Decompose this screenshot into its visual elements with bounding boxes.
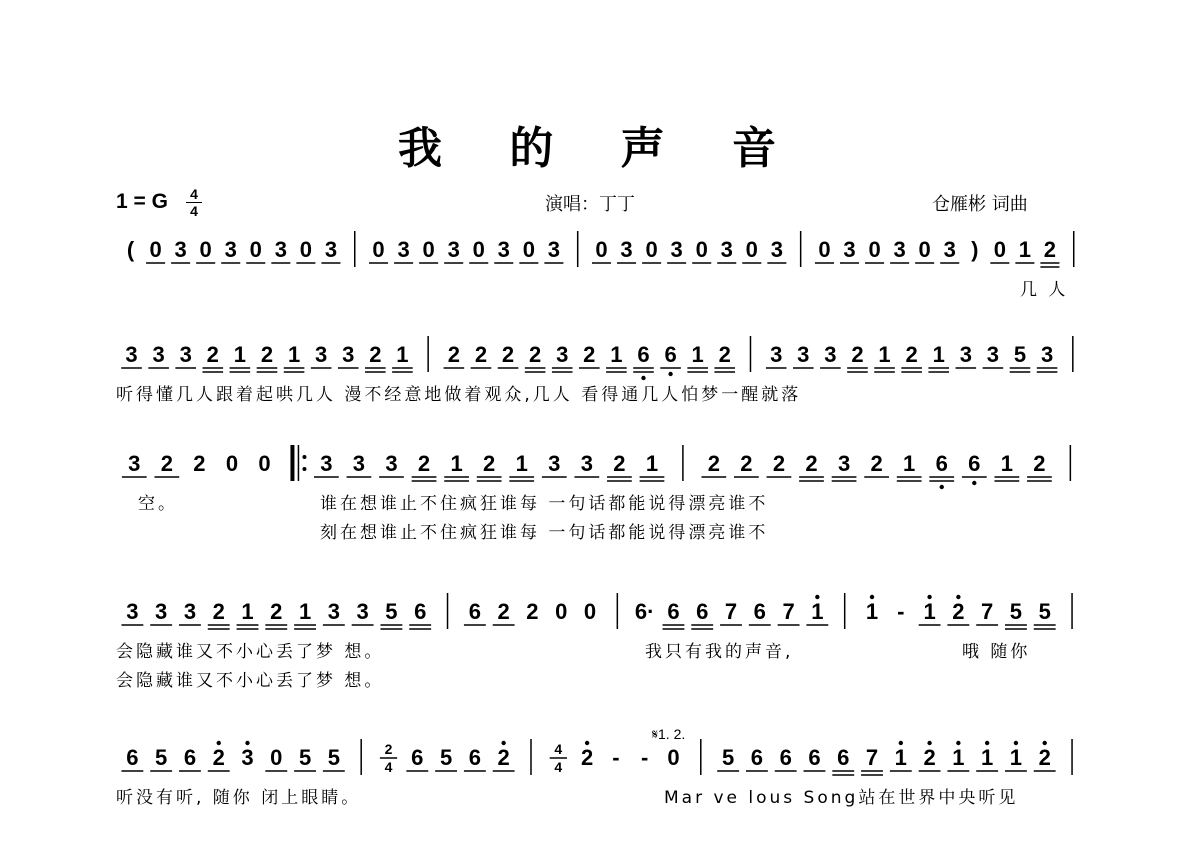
note-6: 6 (696, 599, 709, 624)
lyric-line: 会隐藏谁又不小心丢了梦 想。 (116, 642, 385, 662)
note-0: 0 (225, 451, 239, 476)
octave-dot-above (501, 741, 505, 745)
note-2: 2 (613, 451, 626, 476)
note-3: 3 (893, 237, 906, 262)
note-3: 3 (155, 599, 168, 624)
note-2: 2 (270, 599, 283, 624)
octave-dot-below (641, 376, 645, 380)
note-1: 1 (298, 599, 312, 624)
note-2: 2 (740, 451, 753, 476)
octave-dot-above (1014, 741, 1018, 745)
note-0: 0 (583, 599, 597, 624)
note-1: 1 (515, 451, 528, 476)
octave-dot-above (927, 741, 931, 745)
note-6: 6 (637, 342, 650, 367)
lyric-line: 几 人 (1020, 280, 1069, 300)
note-1: 1 (952, 745, 965, 770)
note-2: 2 (580, 745, 594, 770)
repeat-dot (302, 455, 306, 459)
lyric-line: 谁在想谁止不住疯狂谁每 一句话都能说得漂亮谁不 (320, 494, 769, 514)
note-0: 0 (422, 237, 435, 262)
note-3: 3 (125, 342, 138, 367)
time-signature-change-top: 4 (554, 741, 563, 757)
note-3: 3 (352, 451, 366, 476)
note-2: 2 (905, 342, 918, 367)
lyric-line: 听得懂几人跟着起哄几人 漫不经意地做着观众,几人 看得通几人怕梦一醒就落 (116, 385, 802, 405)
note-2: 2 (923, 745, 936, 770)
lyric-line: 空。 (138, 494, 178, 514)
note-2: 2 (212, 745, 225, 770)
note-3: 3 (580, 451, 593, 476)
note-1: 1 (981, 745, 994, 770)
note-2: 2 (501, 342, 515, 367)
note-2: 2 (369, 342, 382, 367)
note-3: 3 (620, 237, 633, 262)
note-1: 1 (865, 599, 879, 624)
note-2: 2 (851, 342, 864, 367)
note-2: 2 (497, 745, 510, 770)
note-2: 2 (1043, 237, 1057, 262)
note-1: 1 (923, 599, 936, 624)
note-3: 3 (548, 451, 561, 476)
note-1: 1 (894, 745, 907, 770)
lyric-line: 会隐藏谁又不小心丢了梦 想。 (116, 671, 385, 691)
time-signature-top: 4 (190, 186, 198, 202)
note-0: 0 (472, 237, 485, 262)
note-6: 6 (837, 745, 850, 770)
note-2: 2 (952, 599, 965, 624)
note-0: 0 (270, 745, 283, 770)
note-3: 3 (843, 237, 856, 262)
note-0: 0 (555, 599, 568, 624)
note-6: 6 (468, 599, 481, 624)
note-3: 3 (324, 237, 338, 262)
note-0: 0 (258, 451, 271, 476)
note-2: 2 (1038, 745, 1051, 770)
note-2: 2 (193, 451, 206, 476)
octave-dot-above (217, 741, 221, 745)
note-0: 0 (522, 237, 535, 262)
note-0: 0 (645, 237, 658, 262)
note-0: 0 (868, 237, 881, 262)
note-5: 5 (1038, 599, 1051, 624)
note-1: 1 (903, 451, 916, 476)
note-5: 5 (298, 745, 312, 770)
octave-dot-above (870, 595, 874, 599)
note-2: 2 (870, 451, 883, 476)
note-dash: - (612, 745, 620, 770)
note-2: 2 (707, 451, 720, 476)
note-2: 2 (718, 342, 731, 367)
note-1: 1 (645, 451, 659, 476)
time-signature-change-bottom: 4 (554, 759, 563, 775)
note-6: 6 (750, 745, 764, 770)
note-3: 3 (547, 237, 561, 262)
note-3: 3 (183, 599, 197, 624)
note-3: 3 (447, 237, 460, 262)
note-2: 2 (212, 599, 225, 624)
note-3: 3 (179, 342, 192, 367)
note-0: 0 (199, 237, 212, 262)
note-6: 6 (968, 451, 981, 476)
lyric-line: 听没有听, 随你 闭上眼睛。 (116, 788, 362, 808)
note-3: 3 (224, 237, 237, 262)
octave-dot-above (1043, 741, 1047, 745)
song-title: 我 的 声 音 (398, 123, 802, 174)
note-2: 2 (474, 342, 488, 367)
note-0: 0 (667, 745, 680, 770)
note-3: 3 (152, 342, 165, 367)
note-3: 3 (356, 599, 369, 624)
note-1: 1 (1000, 451, 1013, 476)
note-7: 7 (981, 599, 994, 624)
note-3: 3 (126, 599, 139, 624)
note-5: 5 (722, 745, 735, 770)
note-dash: - (897, 599, 905, 624)
note-1: 1 (241, 599, 254, 624)
note-1: 1 (811, 599, 824, 624)
lyric-line: Mar ve lous Song站在世界中央听见 (664, 788, 1019, 808)
note-1: 1 (450, 451, 463, 476)
lyric-line: 哦 随你 (962, 642, 1031, 662)
note-dash: - (641, 745, 649, 770)
note-6: 6 (468, 745, 481, 770)
note-6: 6 (411, 745, 424, 770)
note-3: 3 (342, 342, 355, 367)
note-3: 3 (943, 237, 956, 262)
key-signature: 1 = G (116, 190, 168, 213)
note-3: 3 (274, 237, 287, 262)
note-0: 0 (372, 237, 385, 262)
note-6·: 6· (634, 599, 655, 624)
note-1: 1 (396, 342, 409, 367)
note-6: 6 (779, 745, 792, 770)
note-3: 3 (837, 451, 851, 476)
note-2: 2 (526, 599, 539, 624)
note-2: 2 (447, 342, 461, 367)
note-2: 2 (497, 599, 510, 624)
note-1: 1 (1018, 237, 1032, 262)
note-5: 5 (439, 745, 453, 770)
note-1: 1 (610, 342, 623, 367)
note-0: 0 (818, 237, 831, 262)
note-5: 5 (327, 745, 340, 770)
singer-credit: 演唱：丁丁 (545, 194, 635, 215)
note-2: 2 (1033, 451, 1046, 476)
note-3: 3 (327, 599, 340, 624)
note-1: 1 (932, 342, 945, 367)
note-1: 1 (691, 342, 704, 367)
octave-dot-above (985, 741, 989, 745)
note-5: 5 (385, 599, 398, 624)
note-0: 0 (993, 237, 1006, 262)
note-2: 2 (772, 451, 786, 476)
note-3: 3 (174, 237, 187, 262)
note-3: 3 (720, 237, 733, 262)
note-2: 2 (805, 451, 818, 476)
note-5: 5 (155, 745, 168, 770)
time-signature-change-bottom: 4 (384, 759, 393, 775)
note-6: 6 (183, 745, 197, 770)
note-2: 2 (160, 451, 173, 476)
note-3: 3 (770, 342, 783, 367)
note-5: 5 (1013, 342, 1027, 367)
note-2: 2 (417, 451, 431, 476)
note-6: 6 (935, 451, 948, 476)
note-0: 0 (595, 237, 608, 262)
note-3: 3 (797, 342, 810, 367)
repeat-dot (302, 467, 306, 471)
note-7: 7 (865, 745, 879, 770)
note-0: 0 (745, 237, 758, 262)
note-3: 3 (315, 342, 328, 367)
note-6: 6 (667, 599, 680, 624)
note-3: 3 (320, 451, 333, 476)
note-0: 0 (149, 237, 162, 262)
note-2: 2 (583, 342, 596, 367)
note-1: 1 (878, 342, 891, 367)
time-signature-change-top: 2 (384, 741, 393, 757)
note-6: 6 (126, 745, 139, 770)
octave-dot-above (927, 595, 931, 599)
note-3: 3 (986, 342, 1000, 367)
note-3: 3 (128, 451, 141, 476)
octave-dot-above (956, 741, 960, 745)
note-3: 3 (497, 237, 510, 262)
octave-dot-above (245, 741, 249, 745)
lyric-line: 刻在想谁止不住疯狂谁每 一句话都能说得漂亮谁不 (320, 523, 769, 543)
note-0: 0 (695, 237, 708, 262)
note-1: 1 (287, 342, 301, 367)
segno-marker: 𝄋1. 2. (652, 726, 686, 742)
octave-dot-above (899, 741, 903, 745)
octave-dot-below (940, 485, 944, 489)
composer-credit: 仓雁彬 词曲 (932, 194, 1028, 215)
time-signature-bottom: 4 (190, 203, 198, 219)
note-3: 3 (241, 745, 254, 770)
note-7: 7 (782, 599, 795, 624)
note-2: 2 (260, 342, 274, 367)
note-6: 6 (664, 342, 677, 367)
note-3: 3 (770, 237, 783, 262)
note-3: 3 (556, 342, 569, 367)
lyric-line: 我只有我的声音, (645, 642, 794, 662)
note-2: 2 (483, 451, 496, 476)
octave-dot-below (972, 481, 976, 485)
note-3: 3 (1040, 342, 1054, 367)
note-0: 0 (299, 237, 313, 262)
note-3: 3 (385, 451, 398, 476)
octave-dot-below (668, 372, 672, 376)
note-6: 6 (753, 599, 766, 624)
note-1: 1 (1009, 745, 1023, 770)
octave-dot-above (585, 741, 589, 745)
note-7: 7 (724, 599, 738, 624)
octave-dot-above (956, 595, 960, 599)
note-0: 0 (918, 237, 931, 262)
note-5: 5 (1009, 599, 1023, 624)
octave-dot-above (815, 595, 819, 599)
note-2: 2 (529, 342, 542, 367)
note-): ) (971, 237, 979, 262)
note-3: 3 (959, 342, 972, 367)
note-0: 0 (249, 237, 262, 262)
note-2: 2 (206, 342, 219, 367)
note-3: 3 (824, 342, 837, 367)
note-3: 3 (670, 237, 683, 262)
note-3: 3 (397, 237, 410, 262)
note-(: ( (126, 237, 135, 262)
note-6: 6 (808, 745, 821, 770)
note-6: 6 (414, 599, 427, 624)
note-1: 1 (233, 342, 247, 367)
